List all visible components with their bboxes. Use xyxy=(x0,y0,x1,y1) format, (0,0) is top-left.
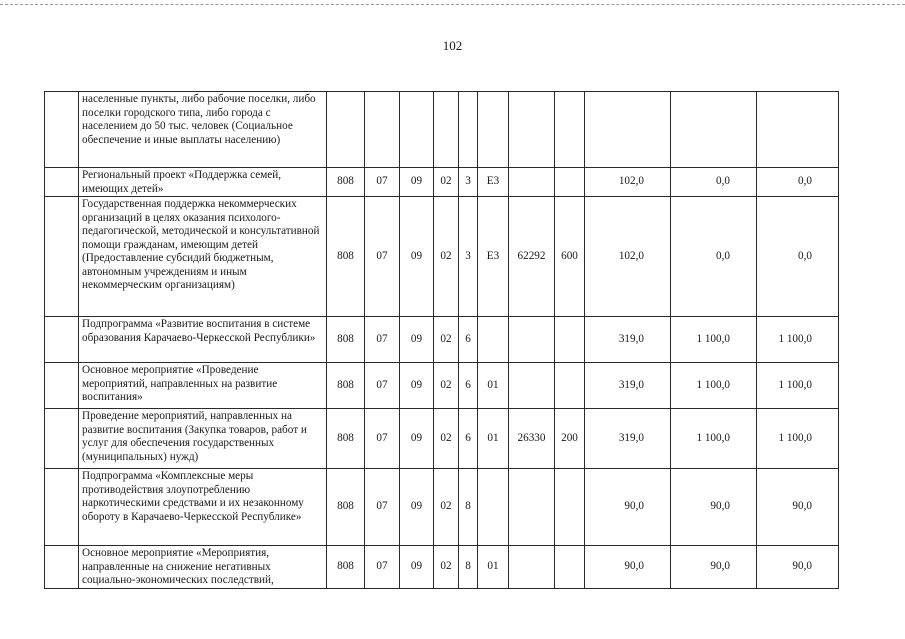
amount-year-1-cell: 319,0 xyxy=(585,317,671,363)
amount-year-2-cell: 0,0 xyxy=(671,197,757,317)
amount-year-2-cell: 1 100,0 xyxy=(671,363,757,409)
row-number-cell xyxy=(45,409,79,469)
code-direction-cell: 26330 xyxy=(509,409,555,469)
table-row xyxy=(45,363,839,409)
amount-year-1-cell: 319,0 xyxy=(585,409,671,469)
item-name-cell: Основное мероприятие «Проведение мероприятий, направленных на развитие воспитания» xyxy=(79,363,327,409)
code-subsection-cell: 09 xyxy=(400,197,434,317)
code-expense-type-cell xyxy=(555,92,585,168)
amount-year-3-cell: 0,0 xyxy=(757,197,839,317)
code-section-cell xyxy=(365,92,400,168)
item-name-cell: Основное мероприятие «Мероприятия, направленные на снижение негативных социально-экономических последствий, xyxy=(79,546,327,589)
amount-year-3-cell: 1 100,0 xyxy=(757,363,839,409)
code-subsection-cell: 09 xyxy=(400,317,434,363)
row-number-cell xyxy=(45,469,79,546)
code-admin-cell: 808 xyxy=(327,317,365,363)
amount-year-3-cell: 90,0 xyxy=(757,546,839,589)
code-subprogram-cell: 3 xyxy=(459,168,478,197)
code-admin-cell: 808 xyxy=(327,197,365,317)
code-program-cell: 02 xyxy=(434,546,459,589)
code-program-cell: 02 xyxy=(434,469,459,546)
code-event-cell xyxy=(478,469,509,546)
code-admin-cell: 808 xyxy=(327,409,365,469)
code-subprogram-cell: 8 xyxy=(459,546,478,589)
table-row xyxy=(45,197,839,317)
budget-table xyxy=(44,91,839,589)
item-name-cell: Государственная поддержка некоммерческих организаций в целях оказания психолого-педагогической, методической и консультативной помощи гражданам, имеющим детей (Предоставление субсидий бюджетным, автономным учреждениям и иным некоммерческим организациям) xyxy=(79,197,327,317)
code-expense-type-cell: 200 xyxy=(555,409,585,469)
row-number-cell xyxy=(45,363,79,409)
table-row xyxy=(45,92,839,168)
row-number-cell xyxy=(45,317,79,363)
code-event-cell: 01 xyxy=(478,363,509,409)
code-expense-type-cell xyxy=(555,168,585,197)
code-event-cell: Е3 xyxy=(478,168,509,197)
code-event-cell xyxy=(478,317,509,363)
code-subsection-cell: 09 xyxy=(400,168,434,197)
code-section-cell: 07 xyxy=(365,197,400,317)
code-event-cell: 01 xyxy=(478,409,509,469)
code-admin-cell: 808 xyxy=(327,168,365,197)
code-direction-cell: 62292 xyxy=(509,197,555,317)
code-expense-type-cell xyxy=(555,317,585,363)
amount-year-3-cell: 0,0 xyxy=(757,168,839,197)
code-subprogram-cell: 6 xyxy=(459,363,478,409)
code-event-cell: 01 xyxy=(478,546,509,589)
amount-year-3-cell: 90,0 xyxy=(757,469,839,546)
amount-year-2-cell: 1 100,0 xyxy=(671,409,757,469)
code-section-cell: 07 xyxy=(365,546,400,589)
row-number-cell xyxy=(45,168,79,197)
code-direction-cell xyxy=(509,168,555,197)
code-subprogram-cell: 8 xyxy=(459,469,478,546)
code-section-cell: 07 xyxy=(365,363,400,409)
code-direction-cell xyxy=(509,363,555,409)
code-subsection-cell: 09 xyxy=(400,469,434,546)
code-event-cell: Е3 xyxy=(478,197,509,317)
code-expense-type-cell xyxy=(555,363,585,409)
code-direction-cell xyxy=(509,546,555,589)
amount-year-1-cell: 319,0 xyxy=(585,363,671,409)
code-program-cell xyxy=(434,92,459,168)
amount-year-1-cell: 90,0 xyxy=(585,546,671,589)
code-program-cell: 02 xyxy=(434,317,459,363)
item-name-cell: Подпрограмма «Развитие воспитания в системе образования Карачаево-Черкесской Республики» xyxy=(79,317,327,363)
row-number-cell xyxy=(45,197,79,317)
amount-year-3-cell xyxy=(757,92,839,168)
code-direction-cell xyxy=(509,317,555,363)
code-event-cell xyxy=(478,92,509,168)
code-section-cell: 07 xyxy=(365,409,400,469)
code-section-cell: 07 xyxy=(365,469,400,546)
code-program-cell: 02 xyxy=(434,363,459,409)
code-direction-cell xyxy=(509,92,555,168)
code-expense-type-cell xyxy=(555,546,585,589)
code-admin-cell xyxy=(327,92,365,168)
amount-year-1-cell: 90,0 xyxy=(585,469,671,546)
code-subsection-cell: 09 xyxy=(400,409,434,469)
code-subsection-cell: 09 xyxy=(400,546,434,589)
item-name-cell: населенные пункты, либо рабочие поселки, либо поселки городского типа, либо города с населением до 50 тыс. человек (Социальное обеспечение и иные выплаты населению) xyxy=(79,92,327,168)
code-expense-type-cell xyxy=(555,469,585,546)
table-row xyxy=(45,546,839,589)
code-subprogram-cell xyxy=(459,92,478,168)
amount-year-2-cell xyxy=(671,92,757,168)
code-admin-cell: 808 xyxy=(327,469,365,546)
amount-year-2-cell: 0,0 xyxy=(671,168,757,197)
row-number-cell xyxy=(45,546,79,589)
table-row xyxy=(45,168,839,197)
table-row xyxy=(45,409,839,469)
code-subsection-cell: 09 xyxy=(400,363,434,409)
code-subprogram-cell: 3 xyxy=(459,197,478,317)
top-border-line xyxy=(0,4,905,5)
code-subprogram-cell: 6 xyxy=(459,409,478,469)
item-name-cell: Региональный проект «Поддержка семей, имеющих детей» xyxy=(79,168,327,197)
code-program-cell: 02 xyxy=(434,197,459,317)
table-row xyxy=(45,317,839,363)
code-subsection-cell xyxy=(400,92,434,168)
item-name-cell: Проведение мероприятий, направленных на развитие воспитания (Закупка товаров, работ и услуг для обеспечения государственных (муниципальных) нужд) xyxy=(79,409,327,469)
table-row xyxy=(45,469,839,546)
code-section-cell: 07 xyxy=(365,317,400,363)
code-program-cell: 02 xyxy=(434,409,459,469)
row-number-cell xyxy=(45,92,79,168)
amount-year-1-cell: 102,0 xyxy=(585,197,671,317)
amount-year-2-cell: 90,0 xyxy=(671,546,757,589)
budget-table-body xyxy=(45,92,839,589)
item-name-cell: Подпрограмма «Комплексные меры противодействия злоупотреблению наркотическими средствами и их незаконному обороту в Карачаево-Черкесской Республике» xyxy=(79,469,327,546)
code-admin-cell: 808 xyxy=(327,363,365,409)
amount-year-3-cell: 1 100,0 xyxy=(757,317,839,363)
page-number: 102 xyxy=(442,38,463,53)
code-admin-cell: 808 xyxy=(327,546,365,589)
code-section-cell: 07 xyxy=(365,168,400,197)
code-program-cell: 02 xyxy=(434,168,459,197)
code-direction-cell xyxy=(509,469,555,546)
amount-year-1-cell xyxy=(585,92,671,168)
code-subprogram-cell: 6 xyxy=(459,317,478,363)
amount-year-3-cell: 1 100,0 xyxy=(757,409,839,469)
amount-year-1-cell: 102,0 xyxy=(585,168,671,197)
code-expense-type-cell: 600 xyxy=(555,197,585,317)
amount-year-2-cell: 90,0 xyxy=(671,469,757,546)
amount-year-2-cell: 1 100,0 xyxy=(671,317,757,363)
